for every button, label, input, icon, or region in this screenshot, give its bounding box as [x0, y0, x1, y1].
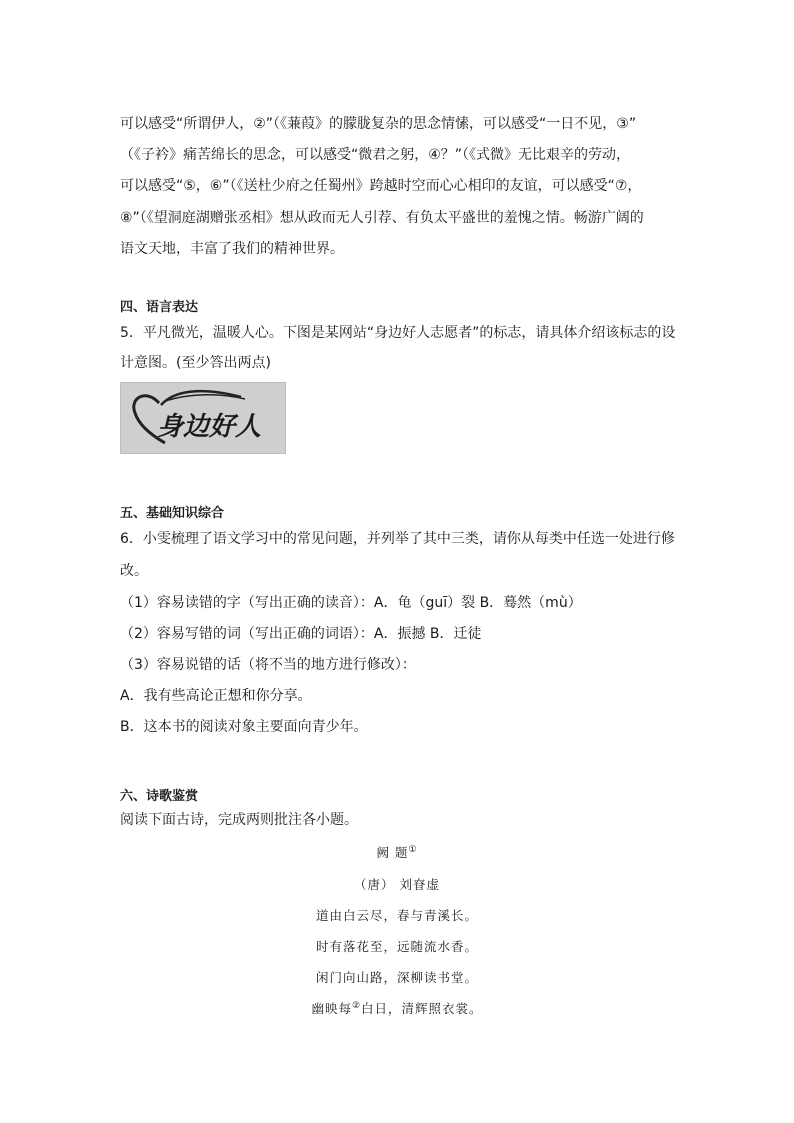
poem-title-text: 阙 题 — [376, 845, 409, 860]
intro-line: 语文天地，丰富了我们的精神世界。 — [120, 241, 344, 257]
poem-title — [0, 843, 794, 861]
intro-line: 可以感受“⑤，⑥”（《送杜少府之任蜀州》跨越时空而心心相印的友谊，可以感受“⑦， — [120, 178, 642, 194]
poem-line-part: 幽映每 — [311, 1001, 352, 1016]
poem-author: （唐） 刘眘虚 — [354, 877, 440, 892]
intro-line: 可以感受“所谓伊人，②”（《蒹葭》的朦胧复杂的思念情愫，可以感受“一日不见，③” — [120, 116, 637, 132]
logo-text: 身边好人 — [157, 412, 262, 442]
footnote-marker: ② — [351, 1000, 362, 1011]
section-4-title: 四、语言表达 — [120, 300, 199, 315]
volunteer-logo-image — [120, 382, 286, 454]
question-6-item: A．我有些高论正想和你分享。 — [120, 688, 312, 704]
question-6-line: 改。 — [120, 563, 148, 579]
question-6-item: B．这本书的阅读对象主要面向青少年。 — [120, 719, 368, 735]
poem-line: 闲门向山路，深柳读书堂。 — [315, 970, 478, 985]
question-6-item: （2）容易写错的词（写出正确的词语）：A．振撼 B．迁徒 — [120, 626, 482, 642]
section-6-instruction: 阅读下面古诗，完成两则批注各小题。 — [120, 812, 358, 828]
question-5-line: 5．平凡微光，温暖人心。下图是某网站“身边好人志愿者”的标志，请具体介绍该标志的设 — [120, 325, 676, 341]
heart-logo-icon — [121, 383, 285, 453]
intro-line: （《子衿》痛苦绵长的思念，可以感受“微君之躬，④？”（《式微》无比艰辛的劳动， — [120, 147, 631, 163]
section-6-title: 六、诗歌鉴赏 — [120, 789, 199, 804]
intro-line: ⑧”（《望洞庭湖赠张丞相》想从政而无人引荐、有负太平盛世的羞愧之情。畅游广阔的 — [120, 210, 644, 226]
poem-line — [0, 999, 794, 1017]
section-5-title: 五、基础知识综合 — [120, 506, 225, 521]
footnote-marker: ① — [408, 844, 418, 855]
question-6-item: （1）容易读错的字（写出正确的读音）：A．龟（guī）裂 B．蓦然（mù） — [120, 595, 582, 611]
poem-line-part: 白日，清辉照衣裳。 — [361, 1001, 483, 1016]
question-6-line: 6．小雯梳理了语文学习中的常见问题，并列举了其中三类，请你从每类中任选一处进行修 — [120, 531, 675, 547]
question-6-item: （3）容易说错的话（将不当的地方进行修改）： — [120, 657, 416, 673]
poem-line: 时有落花至，远随流水香。 — [315, 939, 478, 954]
poem-line: 道由白云尽，春与青溪长。 — [315, 908, 478, 923]
question-5-line: 计意图。(至少答出两点) — [120, 355, 271, 371]
